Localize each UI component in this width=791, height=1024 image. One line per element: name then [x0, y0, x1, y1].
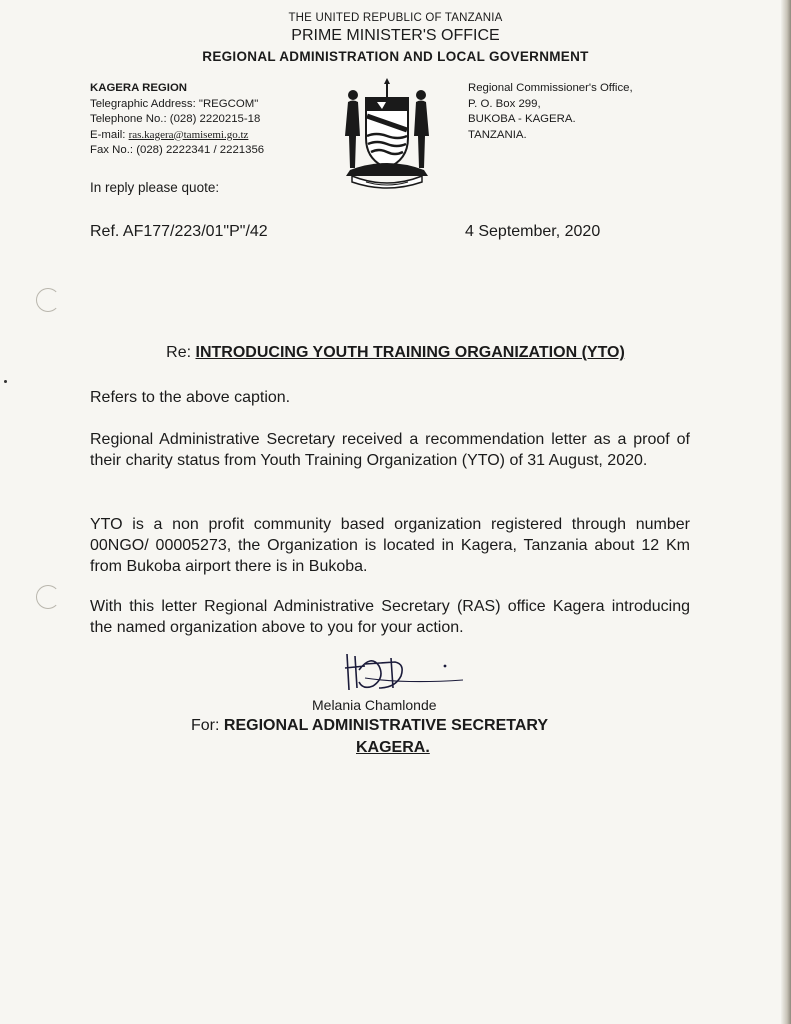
header-office: PRIME MINISTER'S OFFICE	[291, 27, 500, 44]
address-line-4: TANZANIA.	[468, 128, 527, 141]
reference-number: Ref. AF177/223/01"P"/42	[90, 223, 268, 240]
letter-date: 4 September, 2020	[465, 223, 601, 240]
body-paragraph-1: Refers to the above caption.	[90, 389, 291, 406]
coat-of-arms-icon	[338, 78, 436, 190]
header-country: THE UNITED REPUBLIC OF TANZANIA	[288, 12, 503, 24]
body-paragraph-2: Regional Administrative Secretary received a recommendation letter as a proof of their charity status from Youth Training Organization (YTO) of 31 August, 2020.	[90, 431, 690, 469]
subject-title: INTRODUCING YOUTH TRAINING ORGANIZATION (YTO)	[195, 344, 625, 361]
body-paragraph-4: With this letter Regional Administrative Secretary (RAS) office Kagera introducing the named organization above to you for your action.	[90, 598, 690, 636]
punch-hole-mark	[36, 585, 60, 609]
reply-quote-label: In reply please quote:	[90, 180, 220, 195]
signatory-title-line	[191, 717, 548, 735]
sender-contact-block	[90, 81, 264, 159]
telegraphic-address: Telegraphic Address: "REGCOM"	[90, 97, 259, 110]
handwritten-signature	[335, 648, 475, 696]
header-department: REGIONAL ADMINISTRATION AND LOCAL GOVERNMENT	[202, 49, 589, 64]
address-line-2: P. O. Box 299,	[468, 97, 541, 110]
address-line-3: BUKOBA - KAGERA.	[468, 113, 576, 125]
scan-speck	[4, 380, 7, 383]
signatory-title: REGIONAL ADMINISTRATIVE SECRETARY	[223, 717, 549, 734]
punch-hole-mark	[36, 288, 60, 312]
subject-prefix: Re:	[166, 344, 196, 361]
telephone-number: Telephone No.: (028) 2220215-18	[90, 113, 261, 125]
email-line	[90, 128, 264, 144]
signatory-region: KAGERA.	[356, 739, 430, 756]
subject-line	[0, 344, 791, 362]
for-prefix: For:	[191, 717, 224, 734]
signatory-name: Melania Chamlonde	[312, 697, 437, 713]
email-link[interactable]: ras.kagera@tamisemi.go.tz	[128, 128, 249, 141]
scan-edge-shadow	[781, 0, 791, 1024]
email-label: E-mail:	[90, 128, 129, 141]
body-paragraph-3: YTO is a non profit community based organization registered through number 00NGO/ 00005273, the Organization is located in Kagera, Tanzania about 12 Km from Bukoba airport there is in Bukoba.	[90, 516, 690, 575]
region-name: KAGERA REGION	[90, 82, 188, 94]
recipient-office-address	[468, 81, 633, 143]
fax-number: Fax No.: (028) 2222341 / 2221356	[90, 144, 265, 156]
address-line-1: Regional Commissioner's Office,	[468, 82, 633, 94]
